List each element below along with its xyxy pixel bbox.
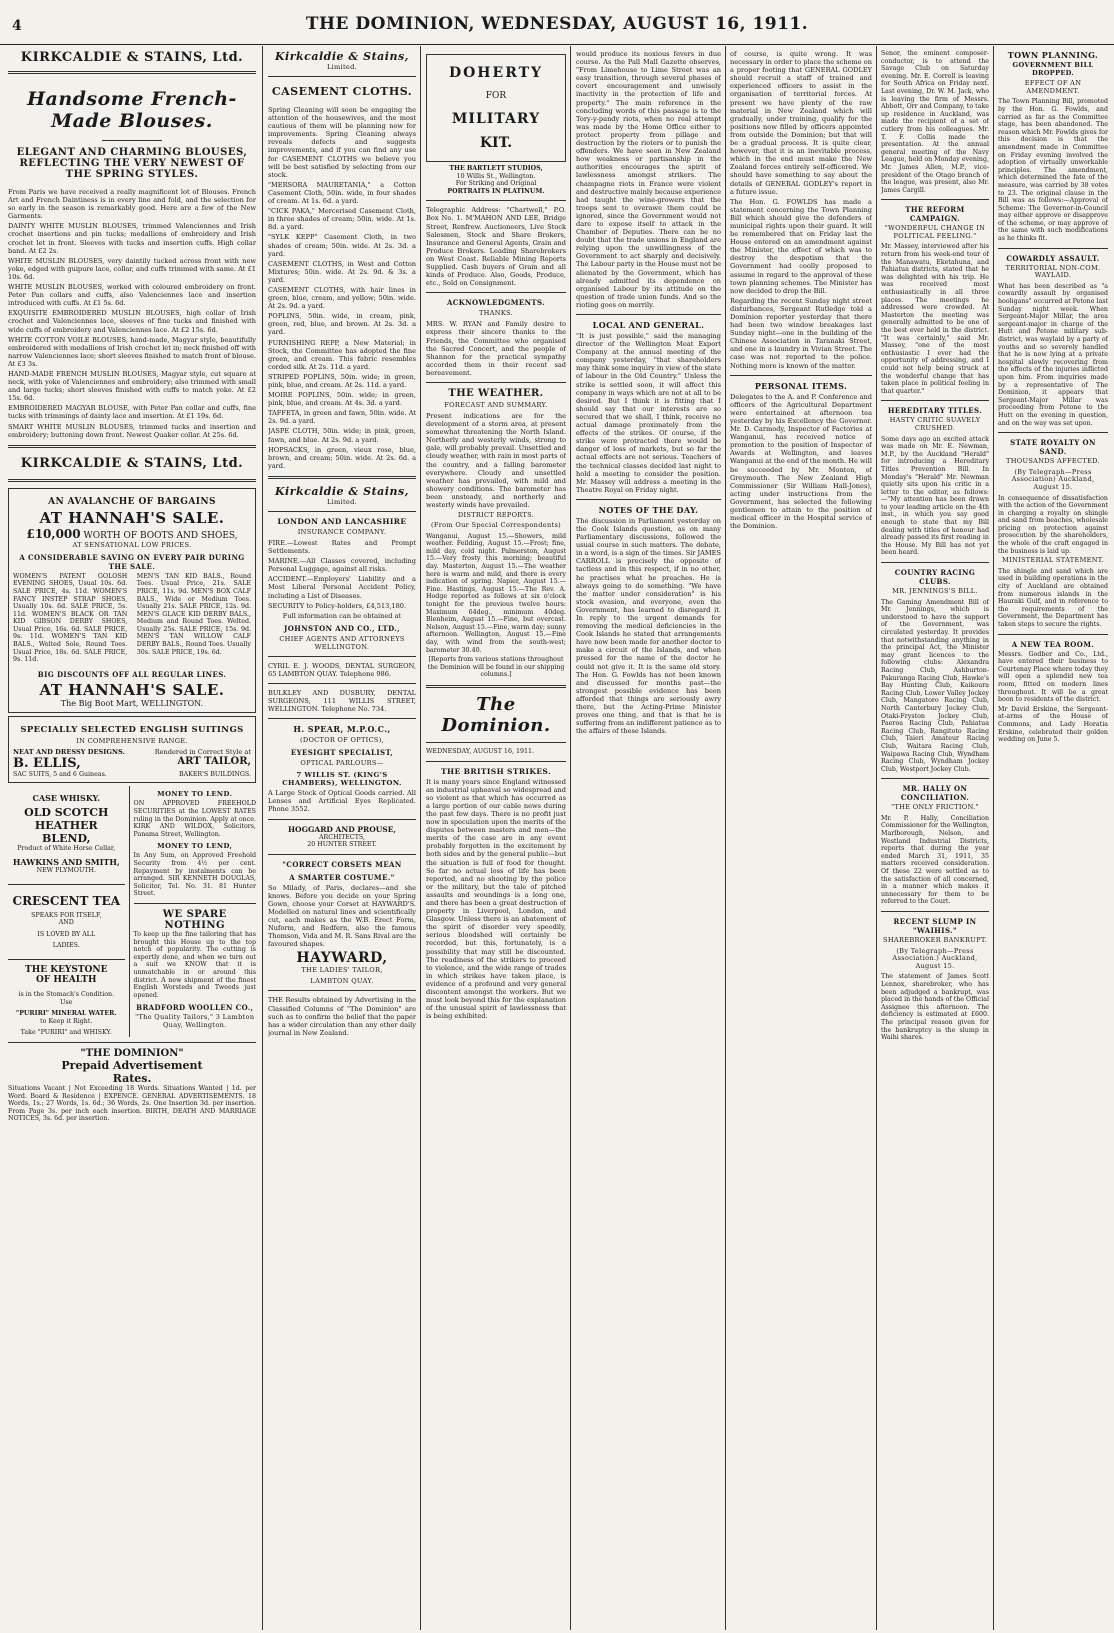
column-2 — [268, 46, 416, 1626]
bradford-text: To keep up the fine tailoring that has brought this House up to the top notch of popularity. The cutting is expertly done, and when we turn out a suit we KNOW that it is unmatchable in or around this district. A new shipment of the finest English Worsteds and Tweeds just opened. — [133, 930, 256, 999]
ellis-line: SPECIALLY SELECTED ENGLISH SUITINGS — [20, 724, 244, 735]
hannah-title: AT HANNAH'S SALE. — [39, 680, 225, 699]
casement-item: CASEMENT CLOTHS, with hair lines in green, blue, cream, and yellow; 50in. wide. At 2s. 9d. a yard. — [268, 285, 416, 311]
kirkcaldie-sub: Limited. — [326, 497, 358, 506]
tea-line: AND — [58, 919, 74, 927]
blouses-intro: From Paris we have received a really magnificent lot of Blouses. French Art and French Daintiness is in every line and fold, and the selection for so early in the season is remarkably good. Here are a few of the New Garments. — [8, 188, 256, 221]
keystone-ad — [8, 965, 125, 1037]
ellis-ad — [8, 716, 256, 784]
hannah-line: BIG DISCOUNTS OFF ALL REGULAR LINES. — [37, 669, 227, 679]
weather-sub: (From Our Special Correspondents) — [430, 521, 561, 530]
racing-text: The Gaming Amendment Bill of Mr. Jennings, which is understood to have the support of the Government, was circulated yesterday. It provides that notwithstanding anything in the principal Act, the Minister may grant licences to the following clubs: Alexandra Racing Club, Ashburton-Pakuranga Racing Club, Hawke's Bay Hunting Club, Kaikoura Racing Club, Lower Valley Jockey Club, Mangatoro Racing Club, North Canterbury Jockey Club, Otaki-Fryston Jockey Club, Paeroa Racing Club, Pahiatua Racing Club, Rangitoto Racing Club, Taieri Amateur Racing Club, Waitara Racing Club, Waipawa Racing Club, Wyndham Racing Club, Wyndham Jockey Club, Westport Jockey Club. — [881, 598, 989, 773]
whisky-line: HAWKINS AND SMITH, — [12, 857, 120, 868]
hayward-name: HAYWARD, — [296, 950, 388, 967]
blouse-item: EXQUISITE EMBROIDERED MUSLIN BLOUSES, high collar of Irish crochet and Valenciennes lace, sleeves of fine tucks and finished with wide cuffs of embroidery and Valenciennes lace. At £2 15s. 6d. — [8, 309, 256, 334]
editorial-date: WEDNESDAY, AUGUST 16, 1911. — [426, 747, 534, 755]
racing-sub: MR. JENNINGS'S BILL. — [892, 587, 978, 596]
ack-text: MRS. W. RYAN and Family desire to express their sincere thanks to the Friends, the Committee who organised the Sacred Concert, and the people of Shannon for the practical sympathy accorded them in their recent sad bereavement. — [426, 320, 566, 377]
spear-line: (DOCTOR OF OPTICS), — [299, 736, 385, 745]
casement-item: FURNISHING REPP, a New Material; in Stock, the Committee has adopted the fine green, and cream. This fabric resembles corded silk. At 2s. 11d. a yard. — [268, 338, 416, 371]
sand-sub: THOUSANDS AFFECTED. — [1006, 457, 1100, 466]
casement-item: POPLINS, 50in. wide, in cream, pink, green, red, blue, and brown. At 2s. 3d. a yard. — [268, 312, 416, 337]
hayward-line: THE LADIES' TAILOR, — [301, 966, 383, 975]
weather-sub: FORECAST AND SUMMARY. — [444, 400, 548, 409]
editorial-heading: THE BRITISH STRIKES. — [440, 766, 551, 776]
blouse-item: WHITE MUSLIN BLOUSES, very daintily tucked across front with new yoke, edged with guipure lace, collar, and cuffs trimmed with same. At £1 10s. 6d. — [8, 256, 256, 281]
dominion-nameplate: The Dominion. — [441, 693, 551, 736]
whisky-ad — [8, 789, 125, 878]
bartlett-line: THE BARTLETT STUDIOS, — [449, 165, 543, 172]
rates-ad — [8, 1048, 256, 1123]
whisky-line: CASE WHISKY. — [32, 793, 101, 804]
doherty-line: FOR — [485, 91, 507, 101]
hally-text: Mr. P. Hally, Conciliation Commissioner for the Wellington, Marlborough, Nelson, and Westland Industrial Districts, reports that during the year ended March 31, 1911, 35 matters received consideration. Of these 22 were settled as to the satisfaction of all concerned, in a manner which makes it unnecessary for them to be referred to the Court. — [881, 814, 989, 906]
hayward-ad — [268, 860, 416, 986]
bradford-name: BRADFORD WOOLLEN CO., — [136, 1003, 254, 1013]
hannah-line: A CONSIDERABLE SAVING ON EVERY PAIR DURING THE SALE. — [19, 552, 245, 571]
ack-sub: THANKS. — [478, 309, 514, 318]
casement-item: "MERSORA MAURETANIA," a Cotton Casement Cloth, 50in. wide, in four shades of cream. At 1s. 6d. a yard. — [268, 180, 416, 206]
bartlett-line: 10 Willis St., Wellington. — [456, 172, 536, 180]
dental-ad: BULKLEY AND DUSBURY, DENTAL SURGEONS, 111 WILLIS STREET, WELLINGTON. Telephone No. 734. — [268, 688, 416, 714]
notes-continued: of course, is quite wrong. It was necessary in order to place the scheme on a proper footing that GENERAL GODLEY should recruit a staff of trained and experienced officers to assist in the organisation of territorial forces. At present we have plenty of the raw material in New Zealand which will gradually, under training, qualify for the positions now filled by officers appointed from outside the Dominion; but that will be a gradual process. It is quite clear, however, that it is an inevitable process, which in the end must make the New Zealand forces entirely self-officered. We should have something to say about the details of GENERAL GODLEY's report in a future issue. — [730, 50, 872, 196]
bradford-heading: WE SPARE NOTHING — [162, 908, 227, 931]
ellis-line: BAKER'S BUILDINGS. — [178, 770, 251, 778]
tea-line: SPEAKS FOR ITSELF, — [31, 911, 102, 919]
whisky-line: HEATHER BLEND, — [34, 819, 98, 846]
blouse-item: WHITE COTTON VOILE BLOUSES, hand-made, Magyar style, beautifully embroidered with medallions of Irish crochet let in; neck finished off with narrow Valenciennes lace; short sleeves finished to match front of blouse. At £3 3s. — [8, 335, 256, 368]
money-heading: MONEY TO LEND. — [157, 790, 233, 799]
masthead — [0, 0, 1114, 45]
whisky-line: OLD SCOTCH — [24, 806, 109, 820]
tea-line: LADIES. — [52, 942, 80, 950]
spear-ad — [268, 724, 416, 813]
hannah-men-list: MEN'S TAN KID BALS., Round Toes. Usual Price, 21s. SALE PRICE, 11s. 9d. MEN'S BOX CALF BALS., Wide or Medium Toes. Usually 21s. SALE PRICE, 12s. 9d. MEN'S GLACE KID DERBY BALS., Medium and Round Toes. Welted. Usually 25s. SALE PRICE, 15s. 9d. MEN'S TAN WILLOW CALF DERBY BALS., Round Toes. Usually 30s. SALE PRICE, 19s. 6d. — [136, 572, 251, 656]
blouses-headline: Handsome French-Made Blouses. — [27, 88, 237, 132]
hoggard-line: 20 HUNTER STREET. — [307, 841, 377, 849]
money-text: ON APPROVED FREEHOLD SECURITIES at the LOWEST RATES ruling in the Dominion. Apply at once. KIRK AND WILDOX, Solicitors, Panama Street, Wellington. — [133, 800, 256, 838]
insurance-ad — [268, 517, 416, 651]
hally-sub: "THE ONLY FRICTION." — [891, 803, 979, 812]
bartlett-line: For Striking and Original — [455, 180, 537, 188]
hally-heading: MR. HALLY ON CONCILIATION. — [900, 784, 970, 803]
keystone-line: Take "PURIRI" and WHISKY. — [20, 1029, 112, 1037]
results-notice: THE Results obtained by Advertising in the Classified Columns of "The Dominion" are such as to confirm the belief that the paper has a wider circulation than any other daily journal in New Zealand. — [268, 996, 416, 1037]
reform-heading: THE REFORM CAMPAIGN. — [905, 205, 965, 224]
kirkcaldie-header-2: KIRKCALDIE & STAINS, Ltd. — [20, 455, 244, 471]
keystone-line: OF HEALTH — [36, 975, 97, 985]
titles-text: Some days ago an excited attack was made on Mr. E. Newman, M.P., by the Auckland "Herald" for introducing a Hereditary Titles Prevention Bill. In Monday's "Herald" Mr. Newman quietly sits upon his critic in a letter to the editor, as follows:—"My attention has been drawn to your leading article on the 4th inst., in which you say good enough to state that my Bill dealing with titles of honour had already passed its first reading in the House. My Bill has not yet been heard. — [881, 435, 989, 557]
column-rule — [876, 46, 877, 1630]
town-sub: EFFECT OF AN AMENDMENT. — [1024, 79, 1082, 95]
blouses-subhead: THE SPRING STYLES. — [65, 169, 199, 180]
blouse-item: SMART WHITE MUSLIN BLOUSES, trimmed tucks and insertion and embroidery; buttoning down front. Newest Quaker collar. At 25s. 6d. — [8, 422, 256, 439]
hannah-title: AT HANNAH'S SALE. — [39, 508, 225, 527]
hoggard-line: HOGGARD AND PROUSE, — [287, 824, 397, 834]
tearoom-text: Mr David Erskine, the Sergeant-at-arms of the House of Commons, and Lady Horatia Erskine, celebrated their golden wedding on June 5. — [998, 705, 1108, 744]
weather-sub: DISTRICT REPORTS. — [457, 511, 535, 520]
casement-item: JASPE CLOTH, 50in. wide; in pink, green, fawn, and blue. At 2s. 9d. a yard. — [268, 427, 416, 444]
column-7 — [998, 46, 1108, 1626]
keystone-line: "PURIRI" MINERAL WATER. — [15, 1010, 117, 1018]
insurance-text: SECURITY to Policy-holders, £4,513,180. — [268, 601, 407, 610]
hoggard-line: ARCHITECTS, — [319, 833, 365, 841]
blouse-item: HAND-MADE FRENCH MUSLIN BLOUSES, Magyar style, cut square at neck, with yoke of Valenciennes and embroidery; also trimmed with small and large tucks; short sleeves finished with cuffs to match yoke. At £2 15s. 6d. — [8, 369, 256, 403]
column-rule — [725, 46, 726, 1630]
personal-continued: Senor, the eminent composer-conductor, is to attend the Savage Club on Saturday evening. Mr. E. Correll is leaving for South Africa on Friday next. Last evening, Dr. W. M. Jack, who is leaving the firm of Messrs. Abbott, Orr and Company, to take up residence in Auckland, was made the recipient of a set of cutlery from his colleagues. Mr. T. F. Collis made the presentation. At the annual general meeting of the Navy League, held on Monday evening, Mr. James Allen, M.P., vice-president of the Otago branch of the league, was present, also Mr. James Cargill. — [881, 50, 989, 194]
blouse-item: WHITE MUSLIN BLOUSES, worked with coloured embroidery on front. Peter Pan collars and cuffs, also Valenciennes lace and insertion introduced with cuffs. At £1 5s. 6d. — [8, 283, 256, 308]
sand-sub: MINISTERIAL STATEMENT. — [1002, 556, 1104, 565]
column-rule — [420, 46, 421, 1630]
racing-heading: COUNTRY RACING CLUBS. — [894, 568, 976, 587]
doherty-ad — [426, 54, 566, 162]
casement-item: "SYLK KEPP" Casement Cloth, in two shades of cream; 50in. wide. At 2s. 3d. a yard. — [268, 233, 416, 258]
blouse-item: EMBROIDERED MAGYAR BLOUSE, with Peter Pan collar and cuffs, fine tucks with trimmings of dainty lace and insertion. At £1 19s. 6d. — [8, 404, 256, 421]
personal-heading: PERSONAL ITEMS. — [754, 380, 848, 391]
casement-item: MOIRE POPLINS, 50in. wide; in green, pink, blue, and cream. At 4s. 3d. a yard. — [268, 391, 416, 408]
slump-sub: SHAREBROKER BANKRUPT. — [883, 936, 987, 944]
blouses-subhead: REFLECTING THE VERY NEWEST OF — [19, 158, 245, 169]
notes-continued: The Hon. G. FOWLDS has made a statement concerning the Town Planning Bill which should give the defenders of municipal rights upon their guard. It will be remembered that on Friday last the House entered on an amendment against the Minister, the effect of which was to destroy the despotism that the Government had coolly proposed to assume in regard to the approval of these town planning schemes. The Minister has now decided to drop the Bill. — [730, 197, 872, 295]
spear-line: OPTICAL PARLOURS— — [300, 759, 384, 768]
insurance-line: LONDON AND LANCASHIRE — [277, 516, 407, 526]
hannah-women-list: WOMEN'S PATENT GOLOSH EVENING SHOES, Usual 10s. 6d. SALE PRICE, 4s. 11d. WOMEN'S FANCY INSTEP STRAP SHOES, Usually 10s. 6d. SALE PRICE, 5s. 11d. WOMEN'S BLACK OR TAN KID GIBSON DERBY SHOES, Usual Price, 16s. 6d. SALE PRICE, 9s. 11d. WOMEN'S TAN KID BALS., Welted Sole, Round Toes. Usual Price, 18s. 6d. SALE PRICE, 9s. 11d. — [13, 572, 128, 664]
weather-text: Present indications are for the development of a storm area, at present somewhat threatening the North Island. Northerly and westerly winds, strong to gale, will probably prevail. Unsettled and cloudy weather, with rain in most parts of the country, and a falling barometer everywhere. Cloudy and unsettled weather has prevailed, with mild and showery conditions. The barometer has been unsteady, and northerly and westerly winds have prevailed. — [426, 411, 566, 509]
keystone-line: is in the Stomach's Condition. — [18, 991, 115, 998]
casement-item: STRIPED POPLINS, 50in. wide; in green, pink, blue, and cream. At 2s. 11d. a yard. — [268, 372, 416, 389]
bradford-addr: "The Quality Tailors," 3 Lambton Quay, Wellington. — [135, 1013, 255, 1029]
rates-line: "THE DOMINION" — [80, 1047, 184, 1059]
insurance-text: FIRE.—Lowest Rates and Prompt Settlements. — [268, 538, 416, 556]
notes-text: The discussion in Parliament yesterday on the Cook Islands question, as on many Parliamentary discussions, followed the usual course in such matters. The debate, in a word, is a sign of the times. Sir JAMES CARROLL is precisely the opposite of tactless and in this respect, if in no other, he practises what he preaches. He is always going to do something. "We have the matter under consideration" is his stock evasion, and everyone, even the Government, has learned to disregard it. In reply to the urgent demands for removing the medical deficiencies in the Cook Islands he stated that arrangements have now been made for another doctor to make a circuit of the Islands, and when pressed for the name of the doctor he could not give it. It is the same old story. The Hon. G. Fowlds has not been known and discussed for months past—the strongest possible evidence has been afforded that things are seriously awry there, but the Acting-Prime Minister proves one thing, and that is that he is suffering from an indifferent patience as to the affairs of these Islands. — [576, 516, 721, 736]
casement-intro: Spring Cleaning will soon be engaging the attention of the housewives, and the most cautious of them will be planning now for improvements. Spring Cleaning always reveals defects and suggests improvements, and if you can find any use for CASEMENT CLOTHS we believe you will be best satisfied by selecting from our stock. — [268, 106, 416, 179]
whisky-line: NEW PLYMOUTH. — [36, 867, 96, 875]
town-text: The Town Planning Bill, promoted by the Hon. G. Fowlds, and carried as far as the Committee stage, has been abandoned. The reason which Mr. Fowlds gives for this decision is that the amendment made in Committee on Friday evening involved the adoption of virtually unworkable principles. The amendment, which determined the fate of the measure, was carried by 38 votes to 23. The original clause in the Bill was as follows:—Approval of Scheme: The Governor-in-Council may either approve or disapprove of the scheme, or may approve of the same with such modifications as he thinks fit. — [998, 98, 1108, 243]
hannah-amount: £10,000 — [26, 526, 81, 541]
whisky-line: Product of White Horse Cellar, — [17, 845, 116, 853]
bartlett-ad — [426, 165, 566, 195]
notes-heading: NOTES OF THE DAY. — [598, 504, 699, 515]
reform-sub: "WONDERFUL CHANGE IN POLITICAL FEELING." — [884, 224, 986, 240]
local-heading: LOCAL AND GENERAL. — [592, 320, 705, 330]
hannah-line: AN AVALANCHE OF BARGAINS — [48, 496, 216, 507]
ellis-line: NEAT AND DRESSY DESIGNS. — [13, 747, 125, 756]
doherty-line: DOHERTY — [448, 65, 544, 81]
bartlett-line: PORTRAITS IN PLATINUM. — [447, 187, 545, 195]
column-rule — [570, 46, 571, 1630]
insurance-agent: CHIEF AGENTS AND ATTORNEYS WELLINGTON. — [279, 634, 405, 651]
blouses-subhead: ELEGANT AND CHARMING BLOUSES, — [16, 147, 248, 158]
blouse-item: DAINTY WHITE MUSLIN BLOUSES, trimmed Valenciennes and Irish crochet insertions and pin tucks; medallions of embroidery and Irish crochet let in front. Sleeves with tucks and insertion cuffs. High collar band. At £2 2s. — [8, 222, 256, 255]
insurance-text: MARINE.—All Classes covered, including Personal Luggage, against all risks. — [268, 557, 416, 574]
spear-line: H. SPEAR, M.P.O.C., — [293, 724, 391, 735]
slump-text: The statement of James Scott Lennox, sharebroker, who has been adjudged a bankrupt, was placed in the hands of the Official Assignee this afternoon. The deficiency is estimated at £600. The principal reason given for the bankruptcy is the slump in Waihi shares. — [881, 973, 989, 1042]
town-heading: TOWN PLANNING. — [1007, 50, 1099, 60]
column-3 — [426, 46, 566, 1626]
hoggard-ad — [268, 825, 416, 849]
insurance-text: Full information can be obtained at — [282, 611, 402, 620]
kirkcaldie-header: KIRKCALDIE & STAINS, Ltd. — [20, 50, 244, 65]
weather-district: Wanganui, August 15.—Showers, mild weather. Feilding, August 15.—Frost; fine, mild day, cold night. Palmerston, August 15.—Very frosty this morning; beautiful day. Masterton, August 15.—The weather here is warm and mild, and there is every indication of spring. Napier, August 15.—Fine. Hastings, August 15.—The Rev. A. Hodge reported as follows at six o'clock tonight for the previous twelve hours: Maximum 64deg., minimum 40deg. Blenheim, August 15.—Fine, but overcast. Nelson, August 15.—Fine, warm day; sunny afternoon. Wellington, August 15.—Fine day, with wind from the south-west; barometer 30.40. — [426, 532, 566, 654]
insurance-agent: JOHNSTON AND CO., LTD., — [284, 623, 400, 633]
ellis-name: B. ELLIS, — [13, 755, 81, 771]
titles-sub: HASTY CRITIC SUAVELY CRUSHED. — [889, 416, 981, 432]
ellis-line: IN COMPREHENSIVE RANGE. — [76, 736, 188, 745]
crescent-tea-ad — [8, 890, 125, 954]
tearoom-heading: A NEW TEA ROOM. — [1011, 639, 1095, 649]
casement-item: TAFFETA, in green and fawn, 50in. wide. At 2s. 9d. a yard. — [268, 409, 416, 426]
ack-heading: ACKNOWLEDGMENTS. — [446, 298, 546, 308]
insurance-text: ACCIDENT.—Employers' Liability and a Most Liberal Personal Accident Policy, including a List of Diseases. — [268, 575, 416, 600]
hayward-line: A SMARTER COSTUME." — [289, 872, 395, 882]
editorial-continued: would produce its noxious fevers in due course. As the Pall Mall Gazette observes, "From Limehouse to Lime Street was an easy transition, through several phases of covert encouragement and unwisely inactivity in the protection of life and property." The main reference in the concluding words of this passage is to the Tory-y-pandy riots, when no real attempt was made by the Home Office either to protect property from pillage and destruction by the rioters or to punish the offenders. We have seen in New Zealand how weakness or partisanship in the authorities encourages the spirit of lawlessness amongst strikers. The champagne riots in France were violent and destructive mainly because experience had taught the wine-growers that the troops sent to overawe them could be ignored, since the Government would not dare to expose itself to attack in the Chamber of Deputies. There can be no doubt that the trade unions in England are relying upon the unwillingness of the Government to act sharply and decisively. The Labour party in the House must not be alienated by the Government, which has already admitted its dependence on organised Labour by its attitude on the question of trade union funds. And so the rioting goes on merrily. — [576, 50, 721, 309]
coward-sub: TERRITORIAL NON-COM. WAYLAID. — [1005, 263, 1101, 280]
slump-sub: (By Telegraph—Press Association.) Auckland, August 15. — [892, 946, 978, 970]
hannah-sale-ad — [8, 488, 256, 713]
hayward-line: "CORRECT CORSETS MEAN — [282, 859, 402, 869]
sand-heading: STATE ROYALTY ON SAND. — [1010, 438, 1096, 457]
sand-sub: (By Telegraph—Press Association) Auckland, August 15. — [1011, 467, 1095, 491]
casement-item: "CICK PAKA," Mercerised Casement Cloth, in three shades of cream; 50in. wide. At 1s. 8d. a yard. — [268, 207, 416, 232]
column-rule — [993, 46, 994, 1630]
coward-text: What has been described as "a cowardly assault by organised hooligans" occurred at Petone last Sunday night week. When Sergeant-Major Millar, the area sergeant-major in charge of the Hutt and Petone military sub-district, was waylaid by a party of youths and so severely handled that he is now lying at a private hospital slowly recovering from the effects of the injuries inflicted upon him. From inquiries made by a representative of The Dominion, it appears that Sergeant-Major Millar was proceeding from Petone to the Hutt on the evening in question, and on the way was set upon. — [998, 282, 1108, 427]
hannah-line: The Big Boot Mart, WELLINGTON. — [60, 698, 204, 708]
column-4 — [576, 46, 721, 1626]
tea-line: CRESCENT TEA — [12, 893, 121, 908]
hannah-line: AT SENSATIONAL LOW PRICES. — [72, 540, 192, 549]
tea-line: IS LOVED BY ALL — [37, 930, 96, 938]
tearoom-text: Messrs. Godber and Co., Ltd., have entered their business to Courtenay Place where today they will open a splendid new tea room, fitted on modern lines throughout. It will be a great boon to residents of the district. — [998, 650, 1108, 704]
column-6 — [881, 46, 989, 1626]
mahon-ad: Telegraphic Address: "Chartwell," P.O. Box No. 1. M'MAHON AND LEE, Bridge Street, Renfrew. Auctioneers, Live Stock Salesmen, Stock and Share Brokers, Insurance and General Agents, Grain and Produce Brokers. Leading Sharebrokers on West Coast. Reliable Mining Reports Supplied. Cash buyers of Grain and all kinds of Produce. Also, Goods, Produce, etc., Sold on Consignment. — [426, 206, 566, 288]
money-heading: MONEY TO LEND, — [157, 842, 233, 851]
hayward-text: So Milady, of Paris, declares—and she knows. Before you decide on your Spring Gown, choose your Corset at HAYWARD'S. Modelled on natural lines and scientifically cut, each makes as the W.B. Erect Form, Nuform, and Redfern, also the famous Thomson, Vida and M. R. Sans Rival are the favoured shapes. — [268, 883, 416, 949]
hayward-line: LAMBTON QUAY. — [310, 977, 374, 986]
rates-text: Situations Vacant | Not Exceeding 18 Words. Situations Wanted | 1d. per Word. Board & Residence | EXPENCE. GENERAL ADVERTISEMENTS. 18 Words, 1s.; 27 Words, 1s. 6d.; 36 Words, 2s. One Insertion 3d. per insertion. From Page 3s. per inch each insertion. BIRTH, DEATH AND MARRIAGE NOTICES, 3s. 6d. per insertion. — [8, 1084, 256, 1123]
column-5 — [730, 46, 872, 1626]
local-text: "It is just possible," said the managing director of the Wellington Meat Export Company at the annual meeting of the company yesterday, "that shareholders may think some inquiry in view of the state of labour in the Old Country." Unless the strike is settled soon, it will affect this company in ways which are not at all to be desired. But I think it is fitting that I should say that our interests are so secured that we shall, I think, receive no actual damage proximately from the effects of the strikes. Of course, if the strike were protracted there would be danger of loss of markets, but so far the actual effects are not serious. Teachers of the technical classes decided last night to hold a meeting to consider the position. Mr. Massey will address a meeting in the Theatre Royal on Friday night. — [576, 332, 721, 494]
coward-heading: COWARDLY ASSAULT. — [1006, 253, 1100, 263]
rates-line: Rates. — [112, 1071, 152, 1085]
doherty-line: KIT. — [479, 135, 513, 151]
ellis-line: SAC SUITS, 5 and 6 Guineas. — [13, 770, 107, 778]
doherty-line: MILITARY — [451, 111, 541, 127]
reform-text: Mr. Massey, interviewed after his return from his week-end tour of the Manawatu, Eketahuna, and Pahiatua districts, stated that he was delighted with his trip. He was received most enthusiastically in all three places. The meetings he addressed were crowded. At Masterton the meeting was generally admitted to be one of the best ever held in the district. "It was certainly," said Mr. Massey, "one of the most enthusiastic I ever had the opportunity of addressing, and I could not help being struck at the wonderful change that has taken place in political feeling in that quarter." — [881, 243, 989, 395]
titles-heading: HEREDITARY TITLES. — [887, 406, 983, 416]
slump-heading: RECENT SLUMP IN "WAIHIS." — [893, 917, 977, 935]
rates-line: Prepaid Advertisement — [61, 1058, 203, 1072]
sand-text: The shingle and sand which are used in building operations in the city of Auckland are obtained from numerous islands in the Hauraki Gulf, and in reference to the requirements of the Government, the Department has taken steps to secure the rights. — [998, 567, 1108, 628]
column-1 — [8, 46, 256, 1626]
notes-continued: Regarding the recent Sunday night street disturbances, Sergeant Rutledge told a Dominion reporter yesterday that there had been two window breakages last Sunday night—one in the building of the Chinese Association in Taranaki Street, and one in a laundry in Vivian Street. The case was not reported to the police. Nothing more is known of the matter. — [730, 296, 872, 370]
column-rule — [262, 46, 263, 1630]
spear-line: EYESIGHT SPECIALIST, — [290, 748, 394, 758]
weather-note: [Reports from various stations throughout the Dominion will be found in our shipping columns.] — [427, 656, 565, 679]
kirkcaldie-header-2: Kirkcaldie & Stains, — [275, 484, 409, 498]
town-sub: GOVERNMENT BILL DROPPED. — [1012, 61, 1094, 77]
editorial-text: It is many years since England witnessed an industrial upheaval so widespread and so violent as that which has occurred as a large portion of our cable news during the past few days. There is no profit just now in speculation upon the merits of the disputes between masters and men—the merits of the case are in any event probably forgotten in the excitement by both sides and by the general public—but the situation is full of food for thought. So far no actual loss of life has been reported, and no shooting by the police or the military, but the tale of pitched assaults and woundings is a long one, and there has been a great destruction of property in Liverpool, London, and Glasgow. Unless there is an abatement of the spirit of disorder very speedily, serious bloodshed will certainly be recorded, but this, fortunately, is a possibility that may still be discounted. The readiness of the strikers to proceed to violence, and the wide range of trades in which strikes have taken place, is evidence of a profound and very general discontent amongst the workers. But we must look beyond this for the explanation of the unusual spirit of lawlessness that is being exhibited. — [426, 777, 566, 1021]
spear-text: A Large Stock of Optical Goods carried. All Lenses and Artificial Eyes Replicated. Phone 3552. — [268, 789, 416, 814]
casement-title: CASEMENT CLOTHS. — [271, 85, 413, 98]
weather-heading: THE WEATHER. — [448, 387, 544, 399]
personal-text: Delegates to the A. and P. Conference and officers of the Agricultural Department were entertained at afternoon tea yesterday by his Excellency the Governor. Mr. D. Carmody, Inspector of Factories at Wanganui, has received notice of promotion to the position of Inspector of Awards at Wellington, and leaves Wanganui at the end of the month. He will be succeeded by Mr. Monton, of Greymouth. The New Zealand High Commissioner (Sir William Hall-Jones), acting under instructions from the Government, has selected the following gentlemen to attain to the position of medical officer in the Hospital service of the Dominion. — [730, 392, 872, 531]
masthead-title: THE DOMINION, WEDNESDAY, AUGUST 16, 1911. — [305, 14, 809, 34]
ellis-line: Rendered in Correct Style at — [154, 747, 251, 756]
page-number: 4 — [12, 18, 22, 34]
kirkcaldie-sub: Limited. — [326, 63, 358, 71]
insurance-line: INSURANCE COMPANY. — [297, 527, 387, 536]
kirkcaldie-header: Kirkcaldie & Stains, — [275, 50, 409, 63]
keystone-line: to Keep it Right. — [40, 1017, 93, 1025]
sand-text: In consequence of dissatisfaction with the action of the Government in charging a royalty on shingle and sand from beaches, wholesale pricing on protection against prosecution by the shareholders, the whole of the craft engaged in the business is laid up. — [998, 494, 1108, 555]
casement-item: HOPSACKS, in green, vieux rose, blue, brown, and cream; 50in. wide. At 2s. 6d. a yard. — [268, 445, 416, 470]
spear-line: 7 WILLIS ST. (KING'S CHAMBERS), WELLINGTON. — [282, 771, 402, 788]
money-text: In Any Sum, on Approved Freehold Security from 4½ per cent. Repayment by instalments can be arranged. SIR KENNETH DOUGLAS, Solicitor, Tel. No. 31. 81 Hunter Street. — [133, 852, 256, 898]
keystone-line: THE KEYSTONE — [25, 965, 108, 975]
ellis-trade: ART TAILOR, — [177, 755, 251, 767]
casement-item: CASEMENT CLOTHS, in West and Cotton Mixtures; 50in. wide. At 2s. 9d. & 3s. a yard. — [268, 259, 416, 284]
hannah-line: WORTH OF BOOTS AND SHOES, — [83, 530, 238, 541]
keystone-line: Use — [60, 998, 73, 1006]
dental-ad: CYRIL E. J. WOODS, DENTAL SURGEON, 65 LAMBTON QUAY. Telephone 986. — [268, 661, 416, 678]
